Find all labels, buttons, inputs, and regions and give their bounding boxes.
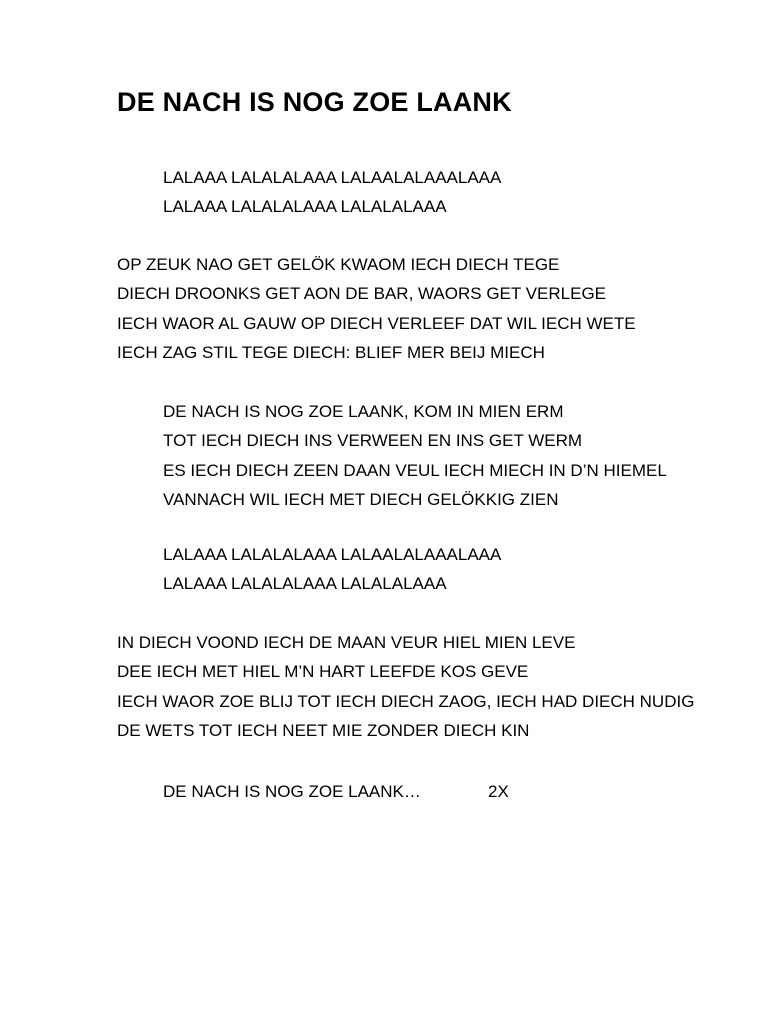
lyric-line: DE WETS TOT IECH NEET MIE ZONDER DIECH KIN (117, 721, 530, 741)
lyric-line: LALAAA LALALALAAA LALALALAAA (163, 197, 447, 217)
refrain-stanza (163, 397, 667, 515)
lyric-line: IN DIECH VOOND IECH DE MAAN VEUR HIEL MIEN LEVE (117, 633, 576, 652)
lyric-line: OP ZEUK NAO GET GELÖK KWAOM IECH DIECH TEGE (117, 255, 560, 274)
lyric-line: IECH WAOR AL GAUW OP DIECH VERLEEF DAT WIL IECH WETE (117, 313, 636, 333)
lyric-line: DIECH DROONKS GET AON DE BAR, WAORS GET VERLEGE (117, 284, 607, 304)
repeat-marker: 2X (488, 782, 509, 801)
lyric-line: LALAAA LALALALAAA LALAALALAAALAAA (163, 168, 502, 187)
verse-stanza-1 (117, 250, 636, 368)
chorus-stanza-1 (163, 163, 501, 222)
closing-refrain-line: DE NACH IS NOG ZOE LAANK… (163, 782, 421, 801)
lyric-line: DEE IECH MET HIEL M’N HART LEEFDE KOS GEVE (117, 662, 529, 682)
verse-stanza-2 (117, 628, 694, 746)
chorus-stanza-2 (163, 540, 501, 599)
lyric-line: VANNACH WIL IECH MET DIECH GELÖKKIG ZIEN (163, 490, 559, 510)
lyric-line: IECH ZAG STIL TEGE DIECH: BLIEF MER BEIJ MIECH (117, 343, 545, 363)
lyric-line: LALAAA LALALALAAA LALALALAAA (163, 574, 447, 594)
lyric-line: LALAAA LALALALAAA LALAALALAAALAAA (163, 545, 502, 564)
lyric-line: IECH WAOR ZOE BLIJ TOT IECH DIECH ZAOG, IECH HAD DIECH NUDIG (117, 691, 695, 711)
lyric-line: DE NACH IS NOG ZOE LAANK, KOM IN MIEN ERM (163, 402, 564, 421)
lyric-line: TOT IECH DIECH INS VERWEEN EN INS GET WERM (163, 431, 583, 451)
song-title: DE NACH IS NOG ZOE LAANK (117, 87, 512, 117)
lyric-line: ES IECH DIECH ZEEN DAAN VEUL IECH MIECH IN D’N HIEMEL (163, 460, 667, 480)
